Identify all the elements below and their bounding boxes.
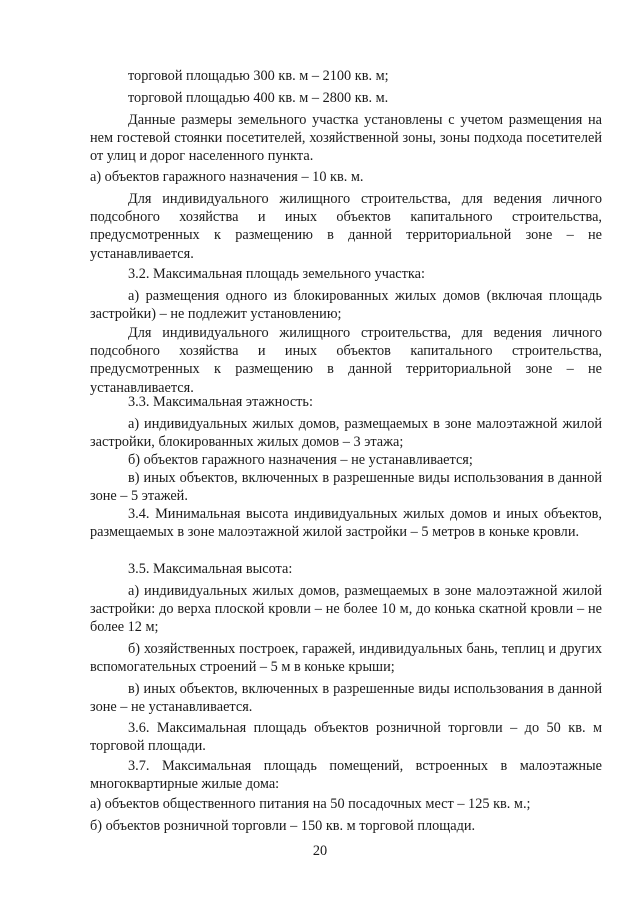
page-number: 20 <box>312 843 328 859</box>
paragraph-21: б) объектов розничной торговли – 150 кв. м торговой площади. <box>90 818 476 834</box>
paragraph-11: б) объектов гаражного назначения – не устанавливается; <box>128 452 473 468</box>
paragraph-9: 3.3. Максимальная этажность: <box>128 394 313 410</box>
paragraph-12: в) иных объектов, включенных в разрешенные виды использования в данной зоне – 5 этажей. <box>90 470 602 505</box>
paragraph-4: а) объектов гаражного назначения – 10 кв. м. <box>90 169 364 185</box>
paragraph-18: 3.6. Максимальная площадь объектов розничной торговли – до 50 кв. м торговой площади. <box>90 720 602 755</box>
paragraph-1: торговой площадью 300 кв. м – 2100 кв. м; <box>128 68 389 84</box>
paragraph-7: а) размещения одного из блокированных жилых домов (включая площадь застройки) – не подлежит установлению; <box>90 288 602 323</box>
paragraph-3: Данные размеры земельного участка установлены с учетом размещения на нем гостевой стоянки посетителей, хозяйственной зоны, зоны подхода посетителей от улиц и дорог населенного пункта. <box>90 112 602 165</box>
paragraph-16: б) хозяйственных построек, гаражей, индивидуальных бань, теплиц и других вспомогательных строений – 5 м в коньке крыши; <box>90 641 602 676</box>
paragraph-2: торговой площадью 400 кв. м – 2800 кв. м. <box>128 90 389 106</box>
paragraph-17: в) иных объектов, включенных в разрешенные виды использования в данной зоне – не устанавливается. <box>90 681 602 716</box>
paragraph-19: 3.7. Максимальная площадь помещений, встроенных в малоэтажные многоквартирные жилые дома: <box>90 758 602 793</box>
paragraph-13: 3.4. Минимальная высота индивидуальных жилых домов и иных объектов, размещаемых в зоне малоэтажной жилой застройки – 5 метров в коньке кровли. <box>90 506 602 541</box>
paragraph-14: 3.5. Максимальная высота: <box>128 561 293 577</box>
paragraph-8: Для индивидуального жилищного строительства, для ведения личного подсобного хозяйства и иных объектов капитального строительства, предусмотренных к размещению в данной территориальной зоне – не устанавливается. <box>90 325 602 396</box>
paragraph-5: Для индивидуального жилищного строительства, для ведения личного подсобного хозяйства и иных объектов капитального строительства, предусмотренных к размещению в данной территориальной зоне – не устанавливается. <box>90 191 602 262</box>
paragraph-6: 3.2. Максимальная площадь земельного участка: <box>128 266 425 282</box>
paragraph-20: а) объектов общественного питания на 50 посадочных мест – 125 кв. м.; <box>90 796 531 812</box>
paragraph-15: а) индивидуальных жилых домов, размещаемых в зоне малоэтажной жилой застройки: до верха плоской кровли – не более 10 м, до конька скатной кровли – не более 12 м; <box>90 583 602 636</box>
paragraph-10: а) индивидуальных жилых домов, размещаемых в зоне малоэтажной жилой застройки, блокированных жилых домов – 3 этажа; <box>90 416 602 451</box>
